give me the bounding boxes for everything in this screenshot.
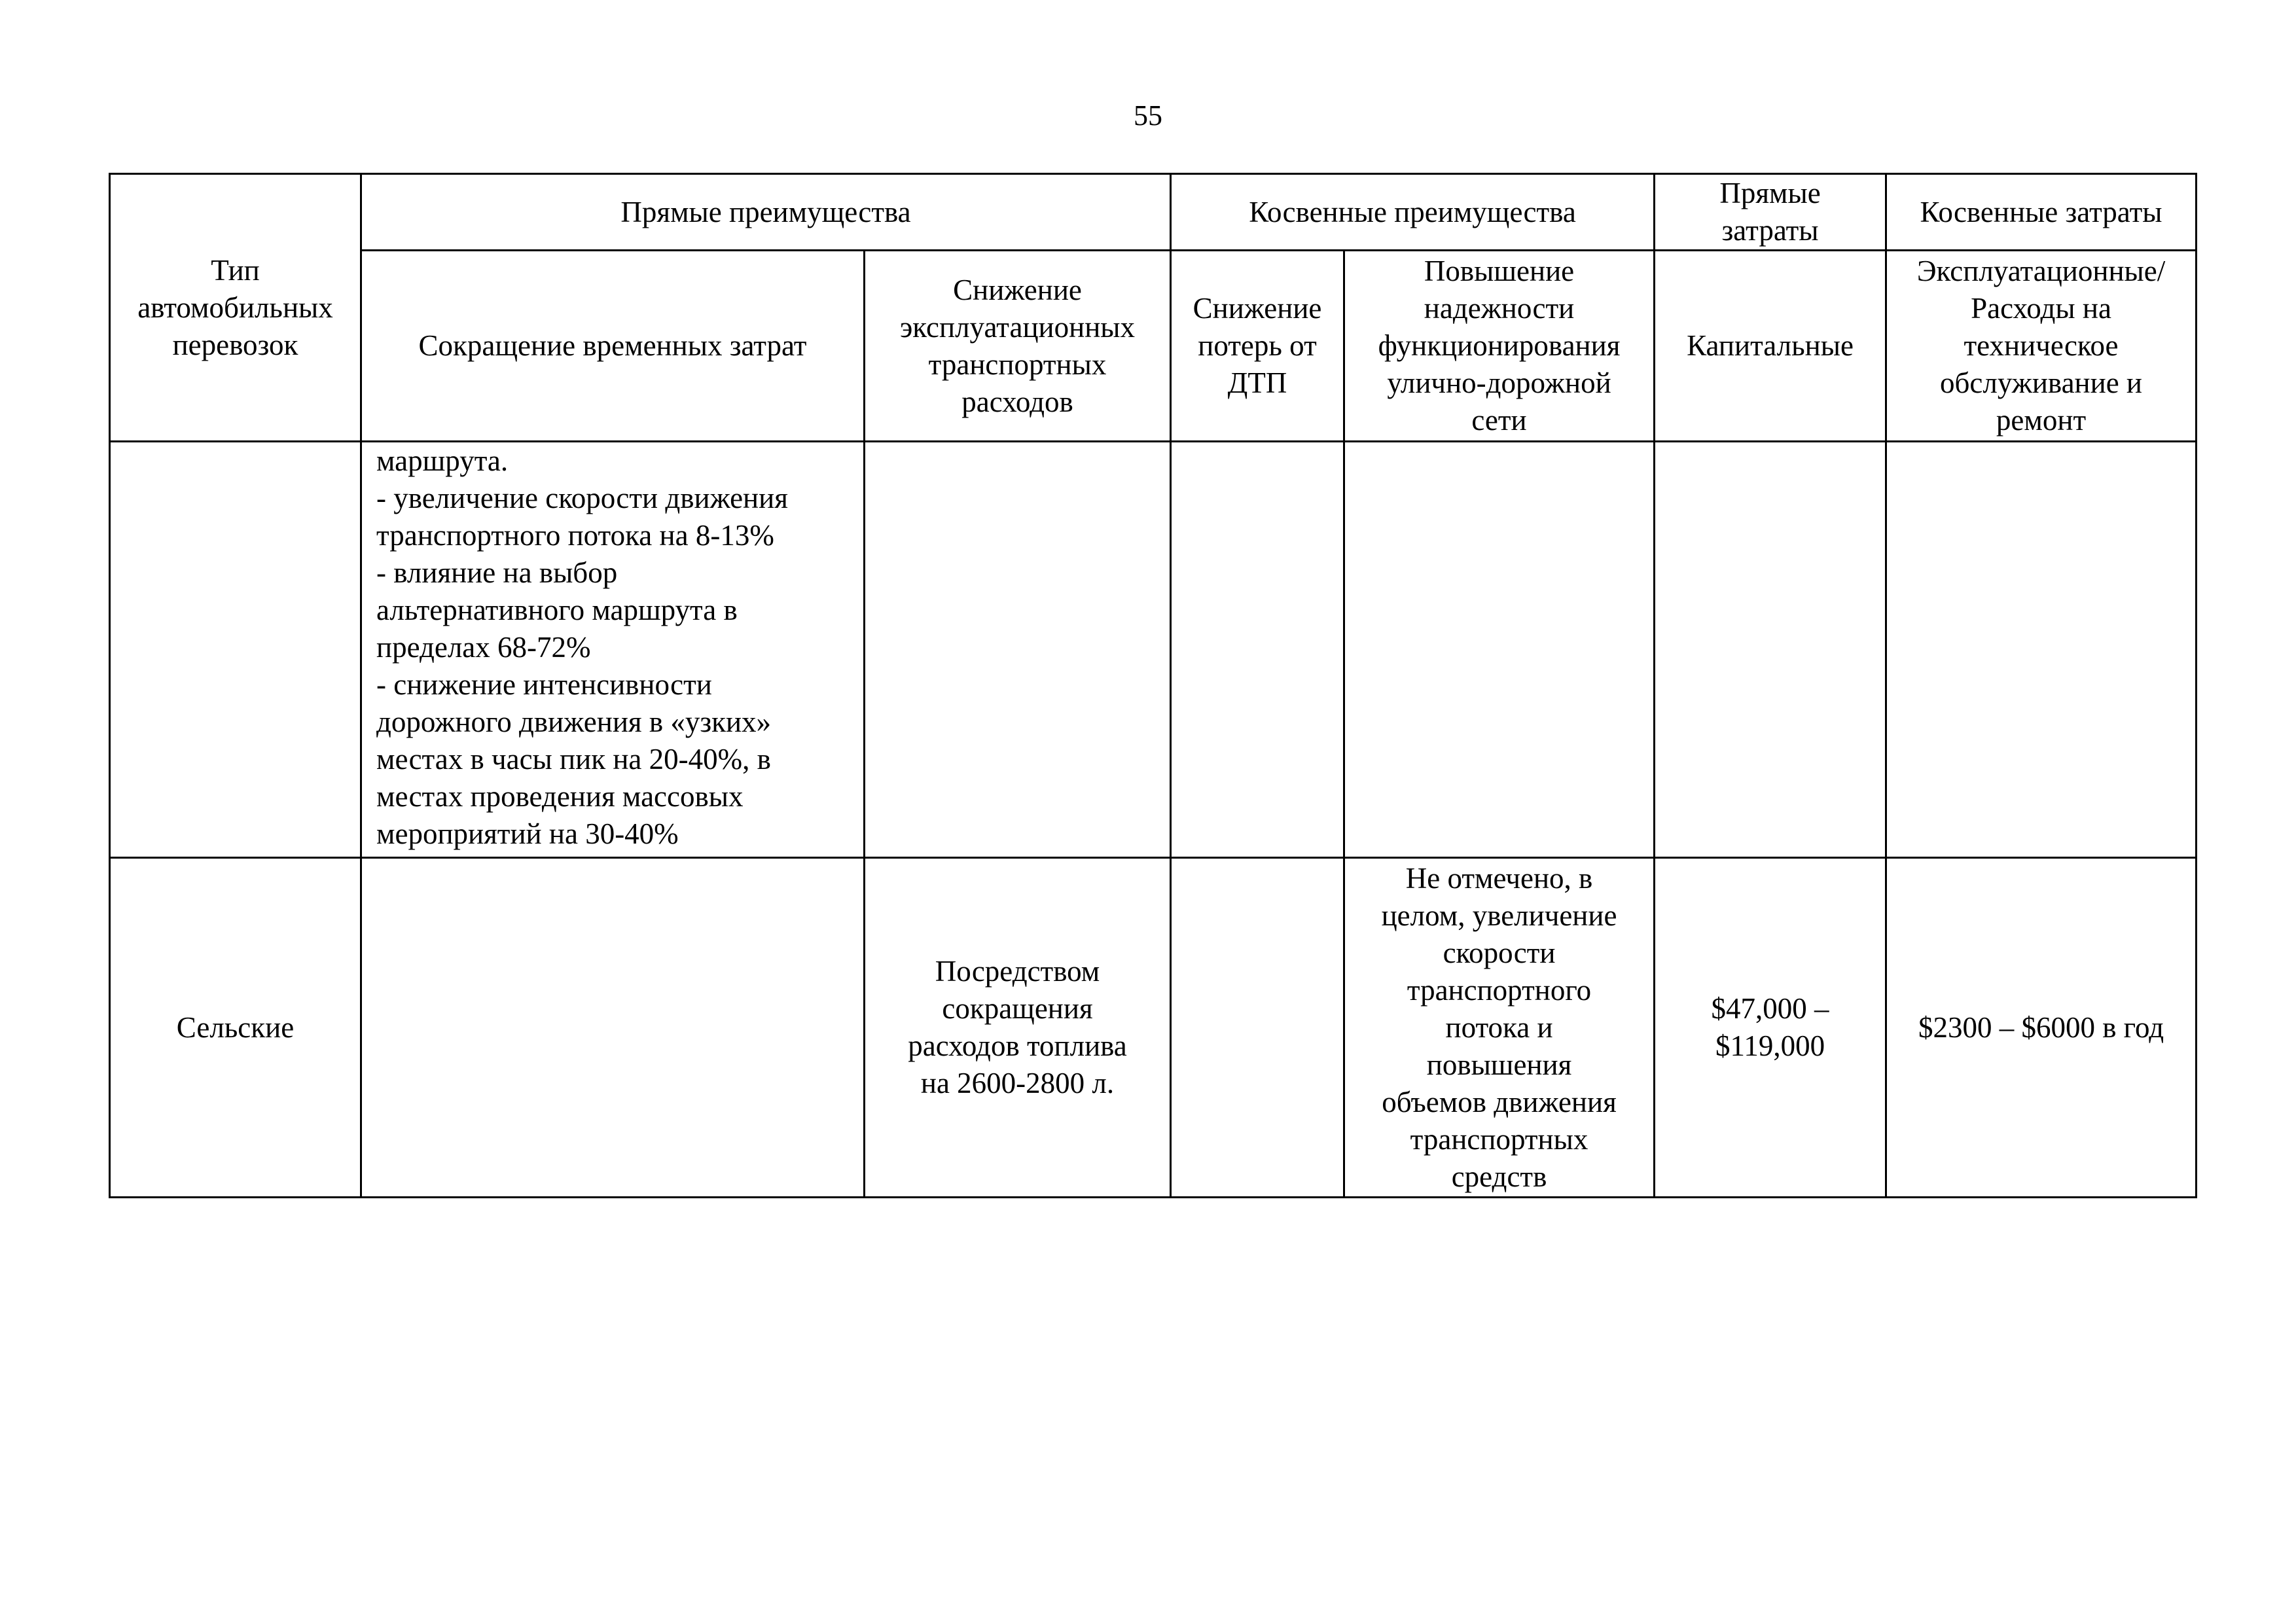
header-group-row [110,174,2197,251]
header-maintenance-line: Расходы на [1971,292,2111,325]
rural-reliability-line: скорости [1443,936,1556,969]
header-accident-loss-reduction [1171,251,1344,442]
rural-operating-line: Посредством [935,955,1100,988]
header-maintenance-line: ремонт [1996,404,2087,437]
header-direct-costs-line: Прямые [1719,177,1821,209]
continuation-maintenance-cell [1886,442,2197,858]
header-accident-line: Снижение [1193,292,1322,325]
time-savings-line: - снижение интенсивности [376,668,712,701]
rural-operating-line: сокращения [942,992,1093,1025]
rural-capital-cell [1655,858,1886,1198]
time-savings-line: транспортного потока на 8-13% [376,519,774,552]
rural-operating-line: расходов топлива [908,1029,1127,1062]
rural-reliability-line: объемов движения [1382,1085,1617,1118]
header-capital: Капитальные [1655,251,1886,442]
time-savings-line: мероприятий на 30-40% [376,817,679,850]
header-direct-costs-line: затраты [1721,214,1819,247]
header-maintenance [1886,251,2197,442]
header-type-line: перевозок [172,328,298,361]
rural-operating-line: на 2600-2800 л. [920,1067,1115,1099]
continuation-operating-cell [865,442,1171,858]
header-maintenance-line: обслуживание и [1940,366,2143,399]
header-reliability-line: сети [1471,404,1527,437]
rural-row [110,858,2197,1198]
benefits-costs-table [109,173,2197,1198]
rural-reliability-line: целом, увеличение [1381,899,1617,932]
header-direct-costs [1655,174,1886,251]
time-savings-line: - влияние на выбор [376,556,618,589]
rural-accident-cell [1171,858,1344,1198]
time-savings-line: альтернативного маршрута в [376,594,738,626]
time-savings-line: - увеличение скорости движения [376,482,788,514]
time-savings-line: дорожного движения в «узких» [376,705,772,738]
header-operating-costs-reduction [865,251,1171,442]
rural-reliability-line: Не отмечено, в [1405,861,1593,895]
rural-maintenance-cell: $2300 – $6000 в год [1886,858,2197,1198]
rural-reliability-cell [1344,858,1655,1198]
header-accident-line: ДТП [1227,366,1287,399]
header-type-line: автомобильных [137,291,333,324]
header-reliability-line: улично-дорожной [1387,366,1611,399]
header-operating-line: расходов [961,385,1073,418]
time-savings-line: маршрута. [376,444,509,477]
header-sub-row [110,251,2197,442]
rural-reliability-line: повышения [1426,1048,1572,1081]
rural-reliability-line: транспортного [1407,973,1592,1007]
rural-reliability-line: средств [1451,1160,1547,1193]
time-savings-line: местах проведения массовых [376,780,744,813]
rural-reliability-line: потока и [1445,1010,1553,1044]
header-accident-line: потерь от [1198,329,1317,362]
header-direct-benefits: Прямые преимущества [361,174,1171,251]
rural-capital-line: $47,000 – [1711,992,1829,1025]
header-reliability-line: функционирования [1378,329,1621,362]
header-type-line: Тип [211,253,260,287]
header-indirect-benefits: Косвенные преимущества [1171,174,1655,251]
header-operating-line: Снижение [953,273,1082,306]
header-maintenance-line: техническое [1964,329,2119,362]
rural-time-savings-cell [361,858,865,1198]
continuation-type-cell [110,442,361,858]
continuation-accident-cell [1171,442,1344,858]
header-maintenance-line: Эксплуатационные/ [1916,255,2166,287]
rural-type-cell: Сельские [110,858,361,1198]
time-savings-line: местах в часы пик на 20-40%, в [376,743,771,776]
header-type-cell [110,174,361,442]
header-reliability-line: надежности [1424,292,1575,325]
header-time-savings: Сокращение временных затрат [361,251,865,442]
continuation-row [110,442,2197,858]
header-reliability-increase [1344,251,1655,442]
header-indirect-costs: Косвенные затраты [1886,174,2197,251]
header-operating-line: транспортных [928,348,1107,381]
continuation-capital-cell [1655,442,1886,858]
continuation-time-savings-cell [361,442,865,858]
rural-reliability-line: транспортных [1410,1122,1588,1156]
rural-capital-line: $119,000 [1715,1029,1825,1062]
rural-operating-cell [865,858,1171,1198]
page-number: 55 [1134,99,1162,132]
header-operating-line: эксплуатационных [899,310,1136,344]
continuation-reliability-cell [1344,442,1655,858]
header-reliability-line: Повышение [1424,255,1575,287]
time-savings-line: пределах 68-72% [376,631,591,664]
